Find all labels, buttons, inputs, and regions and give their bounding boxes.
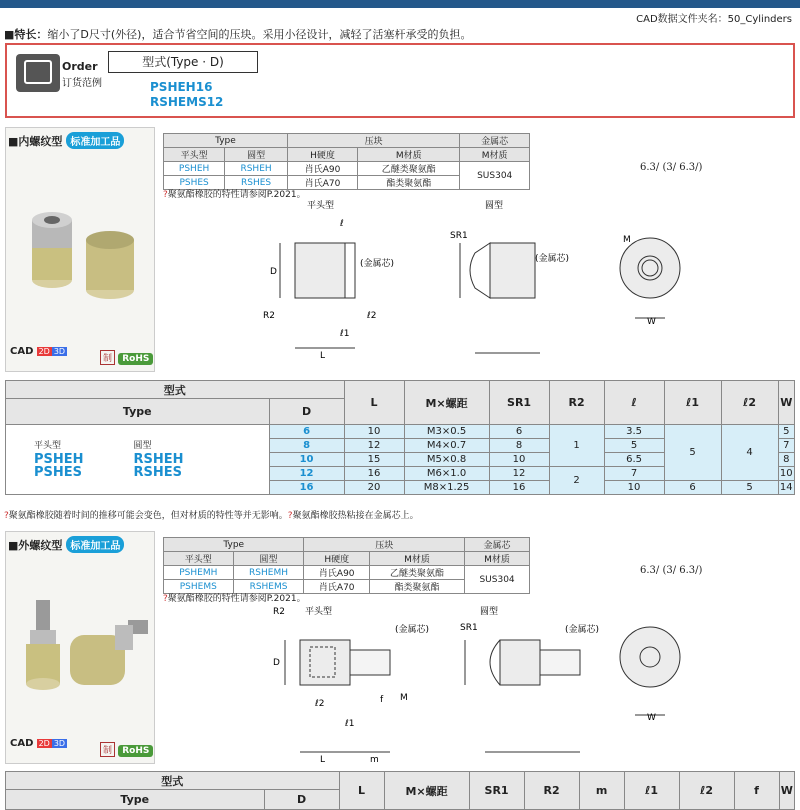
s2-lbl-D: D [273, 658, 280, 668]
s2-lbl-M: M [400, 693, 408, 703]
order-type-label: 型式(Type · D) [108, 51, 258, 73]
s1-lbl-l: ℓ [340, 219, 344, 229]
section1-rohs: 制 RoHS [100, 350, 153, 365]
order-example-1: PSHEH16 [150, 80, 213, 94]
features-line [4, 26, 471, 42]
s1-lbl-l2: ℓ2 [367, 311, 377, 321]
s2-lbl-f: f [380, 695, 384, 705]
s1-lbl-l1: ℓ1 [340, 329, 350, 339]
section2-drawing [255, 602, 725, 767]
section1-drawing [255, 198, 725, 368]
section2-roughness: 6.3/ (3/ 6.3/) [640, 565, 703, 576]
s2-lbl-l2: ℓ2 [315, 699, 325, 709]
table1-note: ?聚氨酯橡胶随着时间的推移可能会变色，但对材质的特性等并无影响。?聚氨酯橡胶热粘接在金属芯上。 [4, 511, 419, 521]
s1-lbl-R2: R2 [263, 311, 275, 321]
section2-product-image [10, 595, 150, 695]
s1-lbl-metal: (金属芯) [360, 259, 395, 269]
s2-lbl-l1: ℓ1 [345, 719, 355, 729]
cad-folder-name: CAD数据文件夹名：50_Cylinders [636, 14, 792, 25]
s2-lbl-metal: (金属芯) [395, 625, 430, 635]
section2-title: ■外螺纹型 标准加工品 [8, 536, 124, 553]
s2-lbl-flat: 平头型 [305, 607, 333, 617]
features-text: 缩小了D尺寸(外径)，适合节省空间的压块。采用小径设计，减轻了活塞杆承受的负担。 [47, 28, 472, 41]
s1-lbl-M: M [623, 235, 631, 245]
order-label-cn: 订货范例 [62, 78, 102, 89]
s2-lbl-round: 圆型 [480, 607, 499, 617]
section1-product-image [10, 200, 150, 310]
s1-lbl-round: 圆型 [485, 201, 504, 211]
s1-lbl-W: W [647, 317, 656, 327]
section1-badge: 标准加工品 [66, 132, 124, 149]
s2-lbl-metal2: (金属芯) [565, 625, 600, 635]
s1-lbl-D: D [270, 267, 277, 277]
section2-note: ?聚氨酯橡胶的特性请参阅P.2021。 [163, 594, 306, 604]
top-bar [0, 0, 800, 8]
s1-lbl-metal2: (金属芯) [535, 254, 570, 264]
section2-cad-badge: CAD 2D 3D [10, 738, 66, 749]
section1-cad-badge: CAD 2D 3D [10, 346, 66, 357]
dimension-table-2: 型式 L M×螺距 SR1 R2 m ℓ1 ℓ2 f W Type D [5, 771, 795, 810]
order-example-2: RSHEMS12 [150, 95, 224, 109]
section2-badge: 标准加工品 [66, 536, 124, 553]
s1-lbl-SR1: SR1 [450, 231, 468, 241]
section1-title: ■内螺纹型 标准加工品 [8, 132, 124, 149]
features-label: ■特长： [4, 28, 48, 41]
s1-lbl-L: L [320, 351, 326, 361]
s2-lbl-m: m [370, 755, 379, 765]
s2-lbl-SR1: SR1 [460, 623, 478, 633]
s2-lbl-L: L [320, 755, 326, 765]
section1-material-table: Type 压块 金属芯 平头型 圆型 H硬度 M材质 M材质 PSHEH RSHEH 肖氏A90 乙醚类聚氨酯 SUS304 PSHES RSHES 肖氏A70 酯类聚氨酯 [163, 133, 530, 190]
phone-order-icon [16, 54, 60, 92]
s2-lbl-R2: R2 [273, 607, 285, 617]
section2-material-table: Type 压块 金属芯 平头型 圆型 H硬度 M材质 M材质 PSHEMH RSHEMH 肖氏A90 乙醚类聚氨酯 SUS304 PSHEMS RSHEMS 肖氏A70 酯类聚氨酯 [163, 537, 530, 594]
section1-note: ?聚氨酯橡胶的特性请参阅P.2021。 [163, 190, 306, 200]
order-label-en: Order [62, 60, 98, 73]
section1-roughness: 6.3/ (3/ 6.3/) [640, 162, 703, 173]
s2-lbl-W: W [647, 713, 656, 723]
dimension-table-1: 型式 L M×螺距 SR1 R2 ℓ ℓ1 ℓ2 W Type D 平头型 PSHEH PSHES 圆型 RSHEH RSHES 6 10 M3×0.5 6 1 3.5 5 4 5 8 12 M4×0.7 8 5 7 10 15 M5×0.8 10 6.5 8 12 16 M6×1.0 12 2 7 10 16 20 M8×1.25 16 10 6 5 14 [5, 380, 795, 495]
section2-rohs: 制 RoHS [100, 742, 153, 757]
s1-lbl-flat: 平头型 [307, 201, 335, 211]
